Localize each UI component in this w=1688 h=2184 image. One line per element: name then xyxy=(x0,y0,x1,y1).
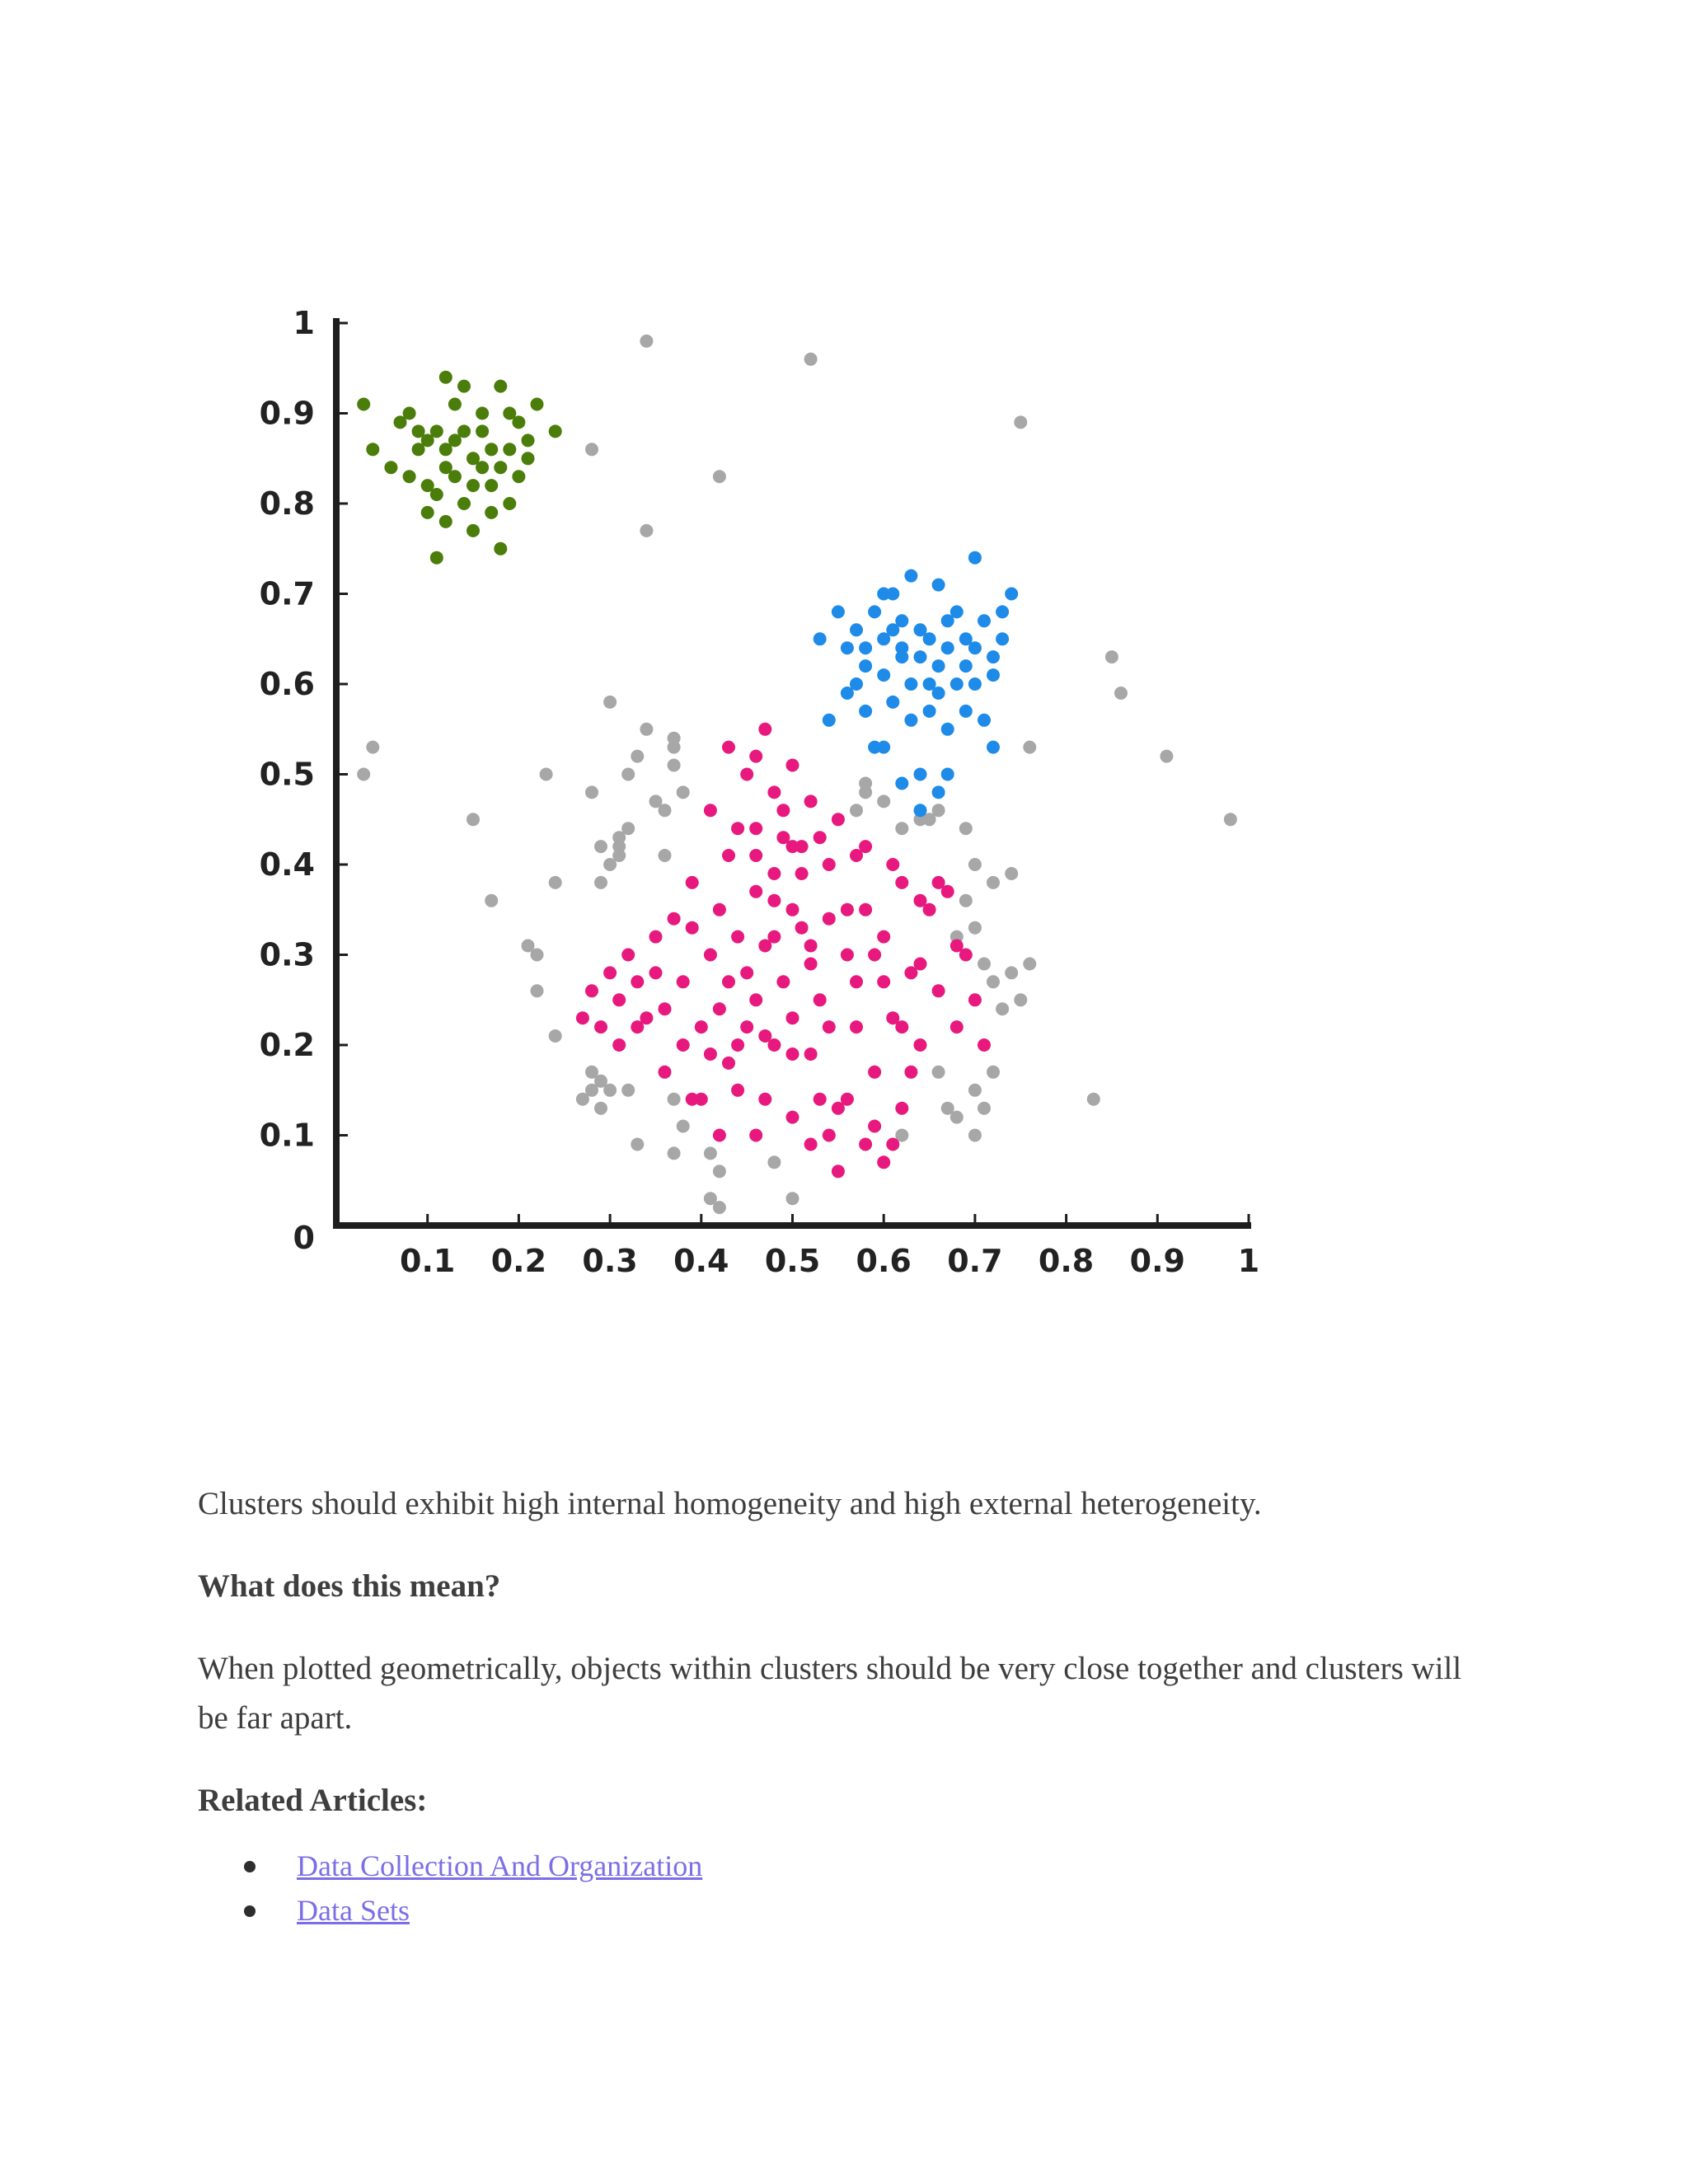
pink-cluster-point xyxy=(950,1020,964,1033)
question-heading: What does this mean? xyxy=(198,1568,501,1604)
gray-points-point xyxy=(640,335,653,348)
gray-points-point xyxy=(677,1120,690,1133)
gray-points-point xyxy=(549,876,562,889)
gray-points-point xyxy=(640,524,653,537)
gray-points-point xyxy=(959,894,973,907)
blue-cluster-point xyxy=(923,632,936,645)
pink-cluster-point xyxy=(749,849,762,862)
gray-points-point xyxy=(585,443,598,456)
blue-cluster-point xyxy=(978,614,991,627)
gray-points-point xyxy=(631,1138,644,1151)
green-cluster-point xyxy=(357,398,370,411)
pink-cluster-point xyxy=(786,1011,799,1024)
blue-cluster-point xyxy=(987,650,1000,663)
pink-cluster-point xyxy=(713,903,726,916)
pink-cluster-point xyxy=(731,1084,744,1097)
green-cluster-point xyxy=(476,424,489,438)
pink-cluster-point xyxy=(795,867,809,880)
pink-cluster-point xyxy=(868,949,881,962)
x-tick-label: 0.9 xyxy=(1129,1243,1185,1279)
pink-cluster-point xyxy=(659,1066,672,1079)
green-cluster-point xyxy=(503,443,516,456)
pink-cluster-point xyxy=(786,903,799,916)
gray-points-point xyxy=(978,1102,991,1115)
gray-points-point xyxy=(1087,1093,1100,1106)
gray-points-point xyxy=(594,840,607,853)
blue-cluster-point xyxy=(904,677,917,691)
blue-cluster-point xyxy=(841,687,854,700)
gray-points-point xyxy=(621,822,635,835)
pink-cluster-point xyxy=(612,1038,626,1052)
pink-cluster-point xyxy=(804,940,818,953)
gray-points-point xyxy=(522,940,535,953)
pink-cluster-point xyxy=(841,903,854,916)
gray-points-point xyxy=(713,1165,726,1178)
gray-points-point xyxy=(1114,687,1128,700)
green-cluster-point xyxy=(457,497,471,510)
pink-cluster-point xyxy=(868,1120,881,1133)
gray-points-point xyxy=(895,822,908,835)
y-tick-label: 0.8 xyxy=(259,485,315,522)
pink-cluster-point xyxy=(877,975,890,988)
pink-cluster-point xyxy=(704,1047,717,1061)
gray-points-point xyxy=(786,1192,799,1205)
blue-cluster-point xyxy=(904,569,917,583)
pink-cluster-point xyxy=(968,993,982,1006)
blue-cluster-point xyxy=(932,659,945,673)
list-item xyxy=(198,1844,1484,1888)
pink-cluster-point xyxy=(749,750,762,763)
pink-cluster-point xyxy=(722,741,735,754)
gray-points-point xyxy=(968,921,982,935)
pink-cluster-point xyxy=(686,921,699,935)
blue-cluster-point xyxy=(987,741,1000,754)
blue-cluster-point xyxy=(959,705,973,718)
blue-cluster-point xyxy=(1005,588,1018,601)
blue-cluster-point xyxy=(859,659,872,673)
green-cluster-point xyxy=(430,551,443,565)
pink-cluster-point xyxy=(895,876,908,889)
gray-points-point xyxy=(767,1155,781,1169)
green-cluster-point xyxy=(531,398,544,411)
green-cluster-point xyxy=(522,452,535,465)
x-tick-label: 0.7 xyxy=(947,1243,1003,1279)
blue-cluster-point xyxy=(832,605,845,618)
y-tick-label: 0.9 xyxy=(259,395,315,432)
gray-points-point xyxy=(585,785,598,799)
blue-cluster-point xyxy=(850,623,863,636)
gray-points-point xyxy=(668,1093,681,1106)
green-cluster-point xyxy=(384,461,397,474)
green-cluster-point xyxy=(448,398,462,411)
gray-points-point xyxy=(485,894,498,907)
gray-points-point xyxy=(1023,958,1036,971)
pink-cluster-point xyxy=(631,975,644,988)
answer-text: When plotted geometrically, objects within clusters should be very close together and clusters will be far apart. xyxy=(198,1651,1462,1736)
green-cluster-point xyxy=(439,515,452,528)
x-tick-label: 0.2 xyxy=(490,1243,547,1279)
blue-cluster-point xyxy=(877,668,890,682)
link-data-collection-and-organization[interactable]: Data Collection And Organization xyxy=(297,1849,703,1882)
blue-cluster-point xyxy=(932,579,945,592)
pink-cluster-point xyxy=(832,1165,845,1178)
blue-cluster-point xyxy=(814,632,827,645)
green-cluster-point xyxy=(439,371,452,384)
pink-cluster-point xyxy=(740,768,753,781)
pink-cluster-point xyxy=(978,1038,991,1052)
blue-cluster-point xyxy=(941,641,954,654)
gray-points-point xyxy=(366,741,379,754)
pink-cluster-point xyxy=(877,1155,890,1169)
pink-cluster-point xyxy=(841,949,854,962)
blue-cluster-point xyxy=(914,650,927,663)
gray-points-point xyxy=(959,822,973,835)
green-cluster-point xyxy=(430,488,443,501)
pink-cluster-point xyxy=(677,1038,690,1052)
green-cluster-point xyxy=(494,380,507,393)
pink-cluster-point xyxy=(786,1047,799,1061)
pink-cluster-point xyxy=(804,1047,818,1061)
gray-points-point xyxy=(1014,993,1027,1006)
gray-points-point xyxy=(968,1084,982,1097)
blue-cluster-point xyxy=(895,777,908,790)
gray-points-point xyxy=(1014,415,1027,429)
green-cluster-point xyxy=(467,524,480,537)
pink-cluster-point xyxy=(749,993,762,1006)
gray-points-point xyxy=(987,975,1000,988)
blue-cluster-point xyxy=(914,768,927,781)
gray-points-point xyxy=(1023,741,1036,754)
y-tick-label: 1 xyxy=(293,305,315,341)
pink-cluster-point xyxy=(868,1066,881,1079)
gray-points-point xyxy=(987,876,1000,889)
green-cluster-point xyxy=(439,461,452,474)
gray-points-point xyxy=(932,1066,945,1079)
pink-cluster-point xyxy=(668,912,681,926)
pink-cluster-point xyxy=(804,794,818,808)
pink-cluster-point xyxy=(859,903,872,916)
blue-cluster-point xyxy=(823,714,836,727)
green-cluster-point xyxy=(403,470,416,483)
pink-cluster-point xyxy=(731,822,744,835)
blue-cluster-point xyxy=(996,632,1009,645)
green-cluster-point xyxy=(476,407,489,420)
pink-cluster-point xyxy=(767,894,781,907)
pink-cluster-point xyxy=(677,975,690,988)
pink-cluster-point xyxy=(612,993,626,1006)
y-tick-label: 0.1 xyxy=(259,1117,315,1154)
pink-cluster-point xyxy=(594,1020,607,1033)
gray-points-point xyxy=(357,768,370,781)
pink-cluster-point xyxy=(749,822,762,835)
blue-cluster-point xyxy=(868,741,881,754)
pink-cluster-point xyxy=(886,858,899,871)
article-body xyxy=(198,1479,1484,1933)
gray-points-point xyxy=(1224,813,1237,826)
gray-points-point xyxy=(978,958,991,971)
pink-cluster-point xyxy=(758,1093,771,1106)
green-cluster-point xyxy=(494,461,507,474)
gray-points-point xyxy=(932,804,945,817)
pink-cluster-point xyxy=(695,1020,708,1033)
blue-cluster-point xyxy=(923,705,936,718)
pink-cluster-point xyxy=(649,930,663,944)
gray-points-point xyxy=(668,759,681,772)
blue-cluster-point xyxy=(886,696,899,709)
y-tick-label: 0.7 xyxy=(259,575,315,612)
pink-cluster-point xyxy=(914,1038,927,1052)
blue-cluster-point xyxy=(968,551,982,565)
pink-cluster-point xyxy=(823,1129,836,1142)
green-cluster-point xyxy=(485,479,498,492)
blue-cluster-point xyxy=(941,723,954,736)
pink-cluster-point xyxy=(686,1093,699,1106)
x-tick-label: 0.6 xyxy=(856,1243,912,1279)
list-item xyxy=(198,1888,1484,1933)
pink-cluster-point xyxy=(786,1111,799,1124)
pink-cluster-point xyxy=(704,804,717,817)
pink-cluster-point xyxy=(804,958,818,971)
y-tick-label: 0.3 xyxy=(259,936,315,973)
blue-cluster-point xyxy=(941,768,954,781)
pink-cluster-point xyxy=(932,876,945,889)
pink-cluster-point xyxy=(767,1038,781,1052)
y-tick-label: 0.6 xyxy=(259,666,315,702)
pink-cluster-point xyxy=(749,885,762,898)
green-cluster-point xyxy=(476,461,489,474)
pink-cluster-point xyxy=(722,1057,735,1070)
y-tick-label: 0.2 xyxy=(259,1027,315,1063)
pink-cluster-point xyxy=(786,759,799,772)
blue-cluster-point xyxy=(996,605,1009,618)
blue-cluster-point xyxy=(841,641,854,654)
gray-points-point xyxy=(621,1084,635,1097)
pink-cluster-point xyxy=(786,840,799,853)
gray-points-point xyxy=(659,804,672,817)
y-tick-label: 0.5 xyxy=(259,756,315,793)
gray-points-point xyxy=(1105,650,1118,663)
gray-points-point xyxy=(659,849,672,862)
x-tick-label: 0.8 xyxy=(1038,1243,1095,1279)
pink-cluster-point xyxy=(914,958,927,971)
pink-cluster-point xyxy=(740,1020,753,1033)
gray-points-point xyxy=(631,750,644,763)
pink-cluster-point xyxy=(904,1066,917,1079)
pink-cluster-point xyxy=(823,912,836,926)
pink-cluster-point xyxy=(731,930,744,944)
blue-cluster-point xyxy=(941,614,954,627)
pink-cluster-point xyxy=(686,876,699,889)
green-cluster-point xyxy=(503,497,516,510)
pink-cluster-point xyxy=(659,1002,672,1015)
green-cluster-point xyxy=(522,434,535,447)
pink-cluster-point xyxy=(886,1138,899,1151)
related-articles-list xyxy=(198,1844,1484,1933)
gray-points-point xyxy=(640,723,653,736)
green-cluster-point xyxy=(549,424,562,438)
green-cluster-point xyxy=(494,542,507,555)
pink-cluster-point xyxy=(758,723,771,736)
green-cluster-point xyxy=(439,443,452,456)
green-cluster-point xyxy=(485,443,498,456)
pink-cluster-point xyxy=(914,894,927,907)
gray-points-point xyxy=(1160,750,1173,763)
gray-points-point xyxy=(713,1201,726,1214)
link-data-sets[interactable]: Data Sets xyxy=(297,1894,410,1927)
pink-cluster-point xyxy=(823,1020,836,1033)
pink-cluster-point xyxy=(776,804,790,817)
gray-points-point xyxy=(594,1075,607,1088)
gray-points-point xyxy=(1005,966,1018,979)
intro-text: Clusters should exhibit high internal homogeneity and high external heterogeneity. xyxy=(198,1486,1262,1521)
blue-cluster-point xyxy=(959,632,973,645)
pink-cluster-point xyxy=(895,1020,908,1033)
origin-label: 0 xyxy=(293,1220,315,1256)
blue-cluster-point xyxy=(959,659,973,673)
x-tick-label: 0.1 xyxy=(400,1243,456,1279)
green-cluster-point xyxy=(403,407,416,420)
pink-cluster-point xyxy=(713,1002,726,1015)
pink-cluster-point xyxy=(603,966,617,979)
blue-cluster-point xyxy=(968,677,982,691)
blue-cluster-point xyxy=(868,605,881,618)
pink-cluster-point xyxy=(776,975,790,988)
gray-points-point xyxy=(594,1102,607,1115)
pink-cluster-point xyxy=(895,1102,908,1115)
pink-cluster-point xyxy=(850,1020,863,1033)
gray-points-point xyxy=(531,984,544,997)
x-tick-label: 0.5 xyxy=(764,1243,821,1279)
gray-points-point xyxy=(804,353,818,366)
pink-cluster-point xyxy=(850,975,863,988)
pink-cluster-point xyxy=(758,940,771,953)
blue-cluster-point xyxy=(914,804,927,817)
gray-points-point xyxy=(968,1129,982,1142)
pink-cluster-point xyxy=(814,831,827,844)
pink-cluster-point xyxy=(814,1093,827,1106)
green-cluster-point xyxy=(366,443,379,456)
pink-cluster-point xyxy=(649,966,663,979)
blue-cluster-point xyxy=(859,641,872,654)
gray-points-point xyxy=(621,768,635,781)
green-cluster-point xyxy=(457,380,471,393)
pink-cluster-point xyxy=(932,984,945,997)
pink-cluster-point xyxy=(576,1011,589,1024)
pink-cluster-point xyxy=(850,849,863,862)
blue-cluster-point xyxy=(859,705,872,718)
green-cluster-point xyxy=(503,407,516,420)
pink-cluster-point xyxy=(767,785,781,799)
green-cluster-point xyxy=(485,506,498,519)
pink-cluster-point xyxy=(585,984,598,997)
gray-points-point xyxy=(859,777,872,790)
gray-points-point xyxy=(950,1111,964,1124)
pink-cluster-point xyxy=(877,930,890,944)
gray-points-point xyxy=(668,1146,681,1160)
blue-cluster-point xyxy=(904,714,917,727)
blue-cluster-point xyxy=(950,677,964,691)
gray-points-point xyxy=(704,1146,717,1160)
pink-cluster-point xyxy=(731,1038,744,1052)
pink-cluster-point xyxy=(704,949,717,962)
pink-cluster-point xyxy=(823,858,836,871)
green-cluster-point xyxy=(421,506,434,519)
blue-cluster-point xyxy=(987,668,1000,682)
y-tick-label: 0.4 xyxy=(259,846,315,883)
gray-points-point xyxy=(987,1066,1000,1079)
pink-cluster-point xyxy=(859,1138,872,1151)
pink-cluster-point xyxy=(740,966,753,979)
x-tick-label: 0.4 xyxy=(673,1243,729,1279)
pink-cluster-point xyxy=(814,993,827,1006)
gray-points-point xyxy=(612,840,626,853)
gray-points-point xyxy=(594,876,607,889)
green-cluster-point xyxy=(467,479,480,492)
gray-points-point xyxy=(968,858,982,871)
gray-points-point xyxy=(668,741,681,754)
x-tick-label: 1 xyxy=(1237,1243,1260,1279)
pink-cluster-point xyxy=(631,1020,644,1033)
gray-points-point xyxy=(549,1029,562,1043)
blue-cluster-point xyxy=(932,687,945,700)
gray-points-point xyxy=(996,1002,1009,1015)
pink-cluster-point xyxy=(841,1093,854,1106)
blue-cluster-point xyxy=(895,641,908,654)
pink-cluster-point xyxy=(767,867,781,880)
x-tick-label: 0.3 xyxy=(582,1243,638,1279)
green-cluster-point xyxy=(457,424,471,438)
gray-points-point xyxy=(1005,867,1018,880)
pink-cluster-point xyxy=(713,1129,726,1142)
blue-cluster-point xyxy=(978,714,991,727)
pink-cluster-point xyxy=(722,975,735,988)
blue-cluster-point xyxy=(886,623,899,636)
pink-cluster-point xyxy=(722,849,735,862)
green-cluster-point xyxy=(512,470,525,483)
pink-cluster-point xyxy=(832,813,845,826)
pink-cluster-point xyxy=(795,921,809,935)
gray-points-point xyxy=(677,785,690,799)
blue-cluster-point xyxy=(932,785,945,799)
blue-cluster-point xyxy=(877,588,890,601)
bullet-icon xyxy=(244,1905,256,1917)
gray-points-point xyxy=(576,1093,589,1106)
pink-cluster-point xyxy=(749,1129,762,1142)
gray-points-point xyxy=(713,470,726,483)
pink-cluster-point xyxy=(621,949,635,962)
gray-points-point xyxy=(467,813,480,826)
gray-points-point xyxy=(540,768,553,781)
gray-points-point xyxy=(850,804,863,817)
green-cluster-point xyxy=(412,424,425,438)
gray-points-point xyxy=(603,696,617,709)
bullet-icon xyxy=(244,1861,256,1872)
pink-cluster-point xyxy=(950,940,964,953)
related-articles-heading: Related Articles: xyxy=(198,1783,428,1818)
pink-cluster-point xyxy=(804,1138,818,1151)
gray-points-point xyxy=(877,794,890,808)
